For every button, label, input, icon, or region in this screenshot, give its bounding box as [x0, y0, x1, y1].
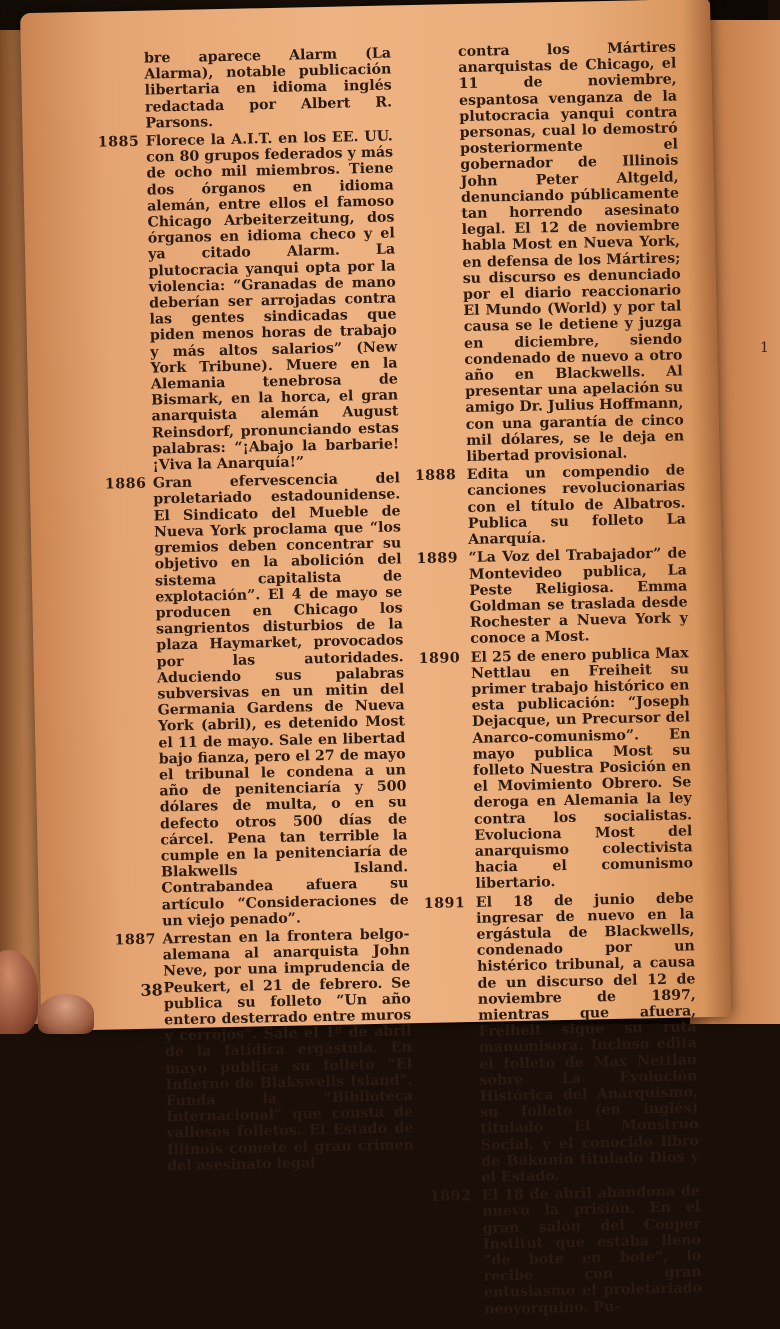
entry-year: 1887: [114, 931, 157, 949]
thumb-tip: [0, 950, 38, 1034]
chronology-entry: [406, 39, 685, 466]
entry-text: El 25 de enero publica Max Nettlau en Freiheit su primer trabajo histórico en esta publicación: “Joseph Dejacque, un Precursor del Anarco-comunismo”. En mayo publica Most su folleto Nuestra Posición en el Movimiento Obrero. Se deroga en Alemania la ley contra los socialistas. Evoluciona Most del anarquismo colectivista hacia el comunismo libertario.: [470, 644, 694, 893]
chronology-entry: [98, 128, 400, 474]
chronology-entry: [105, 471, 409, 931]
book-page: [20, 0, 731, 1318]
entry-text: contra los Mártires anarquistas de Chicago, el 11 de noviembre, espantosa venganza de la plutocracia yanqui contra personas, cual lo demostró posteriormente el gobernador de Illinois John Peter Altgeld, denunciando públicamente tan horrendo asesinato legal. El 12 de noviembre habla Most en Nueva York, en defensa de los Mártires; su discurso es denunciado por el diario reaccionario El Mundo (World) y por tal causa se le detiene y juzga en diciembre, siendo condenado de nuevo a otro año en Blackwells. Al presentar una apelación su amigo Dr. Julius Hoffmann, con una garantía de cinco mil dólares, se le deja en libertad provisional.: [457, 39, 685, 466]
entry-text: bre aparece Alarm (La Alarma), notable publicación libertaria en idioma inglés redactada por Albert R. Parsons.: [143, 45, 393, 132]
entry-year: 1885: [97, 133, 140, 151]
thumb: [0, 950, 95, 1024]
chronology-entry: [419, 645, 694, 894]
entry-year: 1891: [423, 894, 466, 912]
next-page-mark: 1: [760, 340, 769, 356]
right-column: [406, 39, 703, 1320]
entry-year: 1889: [416, 550, 459, 568]
entry-year: [406, 44, 454, 45]
entry-text: Edita un compendio de canciones revolucionarias con el título de Albatros. Publica su folleto La Anarquía.: [466, 462, 686, 549]
chronology-entry: [96, 45, 393, 132]
entry-year: [96, 51, 140, 52]
entry-text: Gran efervescencia del proletariado estadounidense. El Sindicato del Mueble de Nueva York proclama que “los gremios deben concentrar su objetivo en la abolición del sistema capitalista de explotación”. El 4 de mayo se producen en Chicago los sangrientos disturbios de la plaza Haymarket, provocados por las autoridades. Aduciendo sus palabras subversivas en un mitin del Germania Gardens de Nueva York (abril), es detenido Most el 11 de mayo. Sale en libertad bajo fianza, pero el 27 de mayo el tribunal le condena a un año de penitenciaría y 500 dólares de multa, o en su defecto otros 500 días de cárcel. Pena tan terrible la cumple en la penitenciaría de Blakwells Island. Contrabandea afuera su artículo “Consideraciones de un viejo penado”.: [152, 470, 409, 930]
entry-year: 1888: [414, 467, 457, 485]
chronology-entry: [416, 546, 688, 649]
entry-text: Florece la A.I.T. en los EE. UU. con 80 grupos federados y más de ocho mil miembros. Tiene dos órganos en idioma alemán, entre ellos el famoso Chicago Arbeiterzeitung, dos órganos en idioma checo y el ya citado Alarm. La plutocracia yanqui opta por la violencia: “Granadas de mano deberían ser arrojadas contra las gentes sindicadas que piden menos horas de trabajo y más altos salarios” (New York Tribune). Muere en la Alemania tenebrosa de Bismark, en la horca, el gran anarquista alemán August Reinsdorf, pronunciando estas palabras: “¡Abajo la barbarie! ¡Viva la Anarquía!”: [145, 128, 400, 474]
entry-text: “La Voz del Trabajador” de Montevideo publica, La Peste Religiosa. Emma Goldman se traslada desde Rochester a Nueva York y conoce a Most.: [468, 545, 689, 648]
entry-year: 1892: [429, 1188, 472, 1206]
chronology-entry: [430, 1183, 703, 1318]
chronology-entry: [415, 463, 687, 550]
entry-text: El 18 de junio debe ingresar de nuevo en la ergástula de Blackwells, condenado por un histérico tribunal, a causa de un discurso del 12 de noviembre de 1897, mientras que afuera, Freiheit sigue su ruta manumisora. Incluso edita el folleto de Max Nettlau sobre La Evolución Histórica del Anarquismo, su folleto (en inglés) titulado El Monstruo Social, y el conocido libro de Bakunin titulado Dios y el Estado.: [475, 889, 700, 1186]
entry-year: 1886: [104, 475, 147, 493]
left-column: [96, 45, 415, 1177]
entry-text: Arrestan en la frontera belgo-alemana al anarquista John Neve, por una imprudencia de Peukert, el 21 de febrero. Se publica su folleto “Un año entero desterrado entre muros y cerrojos”. Sale el 1º de abril de la fatídica ergástula. En mayo publica su folleto “El Infierno de Blakswells Island”. Funda la “Biblioteca Internacional” que consta de valiosos folletos. El Estado de Illinois comete el gran crimen del asesinato legal: [162, 926, 415, 1175]
chronology-entry: [114, 926, 414, 1175]
entry-text: El 18 de abril abandona de nuevo la prisión. En el gran salón del Cooper Institut que estaba lleno “de bote en bote”, lo recibe con gran entusiasmo el proletariado neoyorquino. Pu-: [481, 1183, 703, 1318]
entry-year: 1890: [418, 649, 461, 667]
chronology-entry: [424, 890, 700, 1187]
page-number: 38: [140, 980, 164, 1000]
finger-tip: [38, 994, 94, 1034]
